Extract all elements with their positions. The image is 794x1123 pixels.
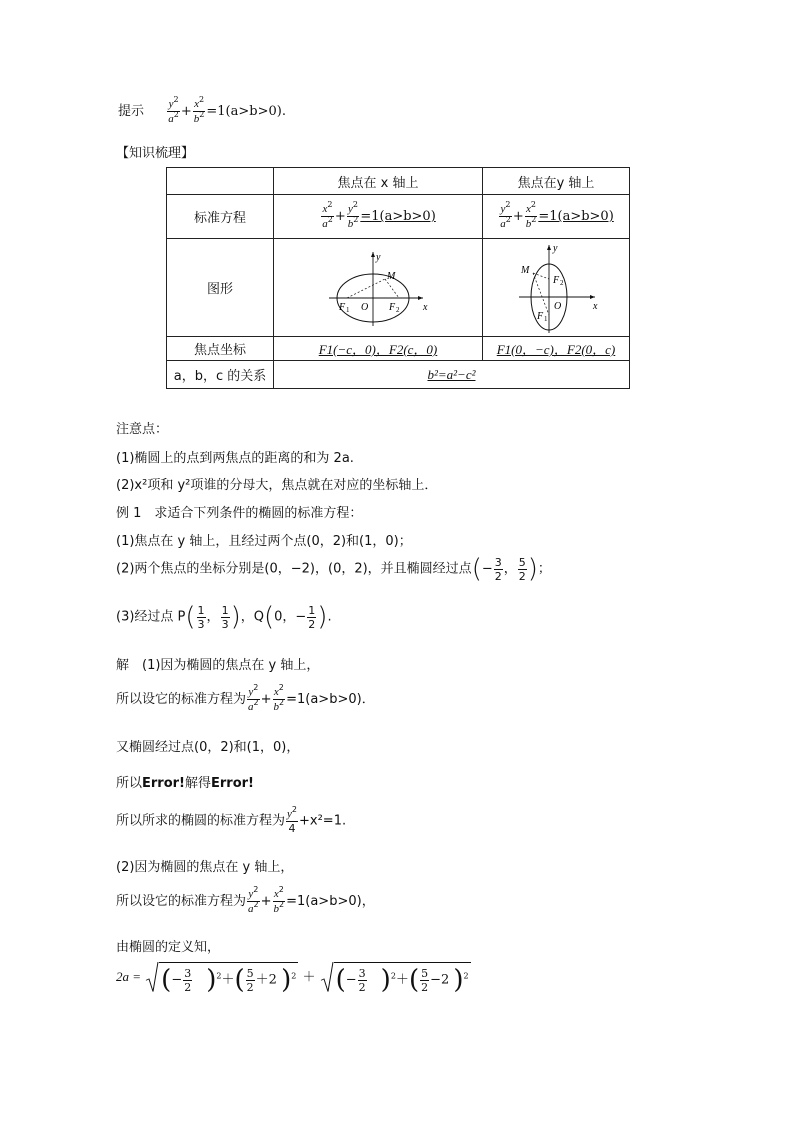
ellipse-x-figure <box>323 246 433 330</box>
hint-frac-1: $\frac{y^2}{a^2}$ <box>168 95 179 125</box>
solution-5: 所以所求的椭圆的标准方程为 $\frac{y^2}{4}$ +x²=1. <box>116 805 347 835</box>
solution-8: 由椭圆的定义知， <box>116 940 221 955</box>
condition-2: (2)两个焦点的坐标分别是(0，−2)，(0，2)，并且椭圆经过点(− $\frac{3}{2}$ ， $\frac{5}{2}$ )； <box>116 554 551 584</box>
example-title: 例 1 求适合下列条件的椭圆的标准方程： <box>116 506 363 521</box>
relation: b²=a²−c² <box>274 361 630 389</box>
svg-text:2: 2 <box>396 305 400 314</box>
svg-text:O: O <box>361 301 369 313</box>
figure-y <box>483 239 630 337</box>
solution-6: (2)因为椭圆的焦点在 y 轴上， <box>116 860 294 875</box>
solution-9: 2a = (− $\frac{3}{2}$ )$^2$＋( $\frac{5}{2}$ ＋2 )$^2$ ＋ (− $\frac{3}{2}$ )$^2$＋( $\frac{5}{2}$ −2 )$^2$ <box>116 962 471 993</box>
svg-text:x: x <box>423 301 428 313</box>
row-label-fig: 图形 <box>167 239 274 337</box>
ellipse-y-figure <box>511 241 601 335</box>
knowledge-table <box>166 167 630 389</box>
std-eq-x: $\frac{x^2}{a^2}$ + $\frac{y^2}{b^2}$ =1(a>b>0) <box>274 195 483 239</box>
solution-2: 所以设它的标准方程为 $\frac{y^2}{a^2}$ + $\frac{x^2}{b^2}$ =1(a>b>0)． <box>116 683 375 713</box>
hint-frac-2: $\frac{x^2}{b^2}$ <box>193 95 205 125</box>
row-label-focus: 焦点坐标 <box>167 337 274 361</box>
solution-7: 所以设它的标准方程为 $\frac{y^2}{a^2}$ + $\frac{x^2}{b^2}$ =1(a>b>0)， <box>116 885 375 915</box>
hint-label: 提示 <box>118 104 145 119</box>
row-label-rel: a，b，c 的关系 <box>167 361 274 389</box>
solution-3: 又椭圆经过点(0，2)和(1，0)， <box>116 740 300 755</box>
solution-1: 解 (1)因为椭圆的焦点在 y 轴上， <box>116 658 320 673</box>
figure-x <box>274 239 483 337</box>
error-field-1: Error! <box>142 776 185 791</box>
svg-text:2: 2 <box>560 278 564 287</box>
focus-y: F1(0，−c)，F2(0，c) <box>483 337 630 361</box>
svg-text:1: 1 <box>346 305 350 314</box>
section-title: 【知识梳理】 <box>116 146 195 161</box>
svg-text:F: F <box>339 301 346 313</box>
focus-x: F1(−c，0)，F2(c，0) <box>274 337 483 361</box>
svg-text:1: 1 <box>544 314 548 323</box>
svg-text:F: F <box>553 274 560 286</box>
hint-line: 提示 $\frac{y^2}{a^2}$ + $\frac{x^2}{b^2}$ =1(a>b>0). <box>118 95 286 125</box>
condition-3: (3)经过点 P( $\frac{1}{3}$ ， $\frac{1}{3}$ )，Q(0，− $\frac{1}{2}$ ). <box>116 602 332 632</box>
col-header-y: 焦点在y 轴上 <box>483 168 630 195</box>
std-eq-y: $\frac{y^2}{a^2}$ + $\frac{x^2}{b^2}$ =1(a>b>0) <box>483 195 630 239</box>
svg-text:y: y <box>553 242 558 254</box>
sqrt-term-2: (− $\frac{3}{2}$ )$^2$＋( $\frac{5}{2}$ −2 )$^2$ <box>320 962 471 993</box>
svg-text:F: F <box>389 301 396 313</box>
solution-4: 所以Error!解得Error! <box>116 776 254 791</box>
hint-eq-rest: =1(a>b>0). <box>206 104 286 119</box>
note-1: (1)椭圆上的点到两焦点的距离的和为 2a. <box>116 451 354 466</box>
col-header-x: 焦点在 x 轴上 <box>274 168 483 195</box>
error-field-2: Error! <box>211 776 254 791</box>
row-label-std: 标准方程 <box>167 195 274 239</box>
sqrt-term-1: (− $\frac{3}{2}$ )$^2$＋( $\frac{5}{2}$ ＋2 )$^2$ <box>145 962 298 993</box>
svg-text:F: F <box>537 310 544 322</box>
condition-1: (1)焦点在 y 轴上，且经过两个点(0，2)和(1，0)； <box>116 534 412 549</box>
note-2: (2)x²项和 y²项谁的分母大，焦点就在对应的坐标轴上． <box>116 478 438 493</box>
svg-text:x: x <box>593 300 598 312</box>
table-corner <box>167 168 274 195</box>
svg-text:y: y <box>376 251 381 263</box>
svg-text:O: O <box>554 300 562 312</box>
svg-text:M: M <box>521 264 530 276</box>
notes-title: 注意点： <box>116 422 169 437</box>
svg-text:M: M <box>387 270 396 282</box>
